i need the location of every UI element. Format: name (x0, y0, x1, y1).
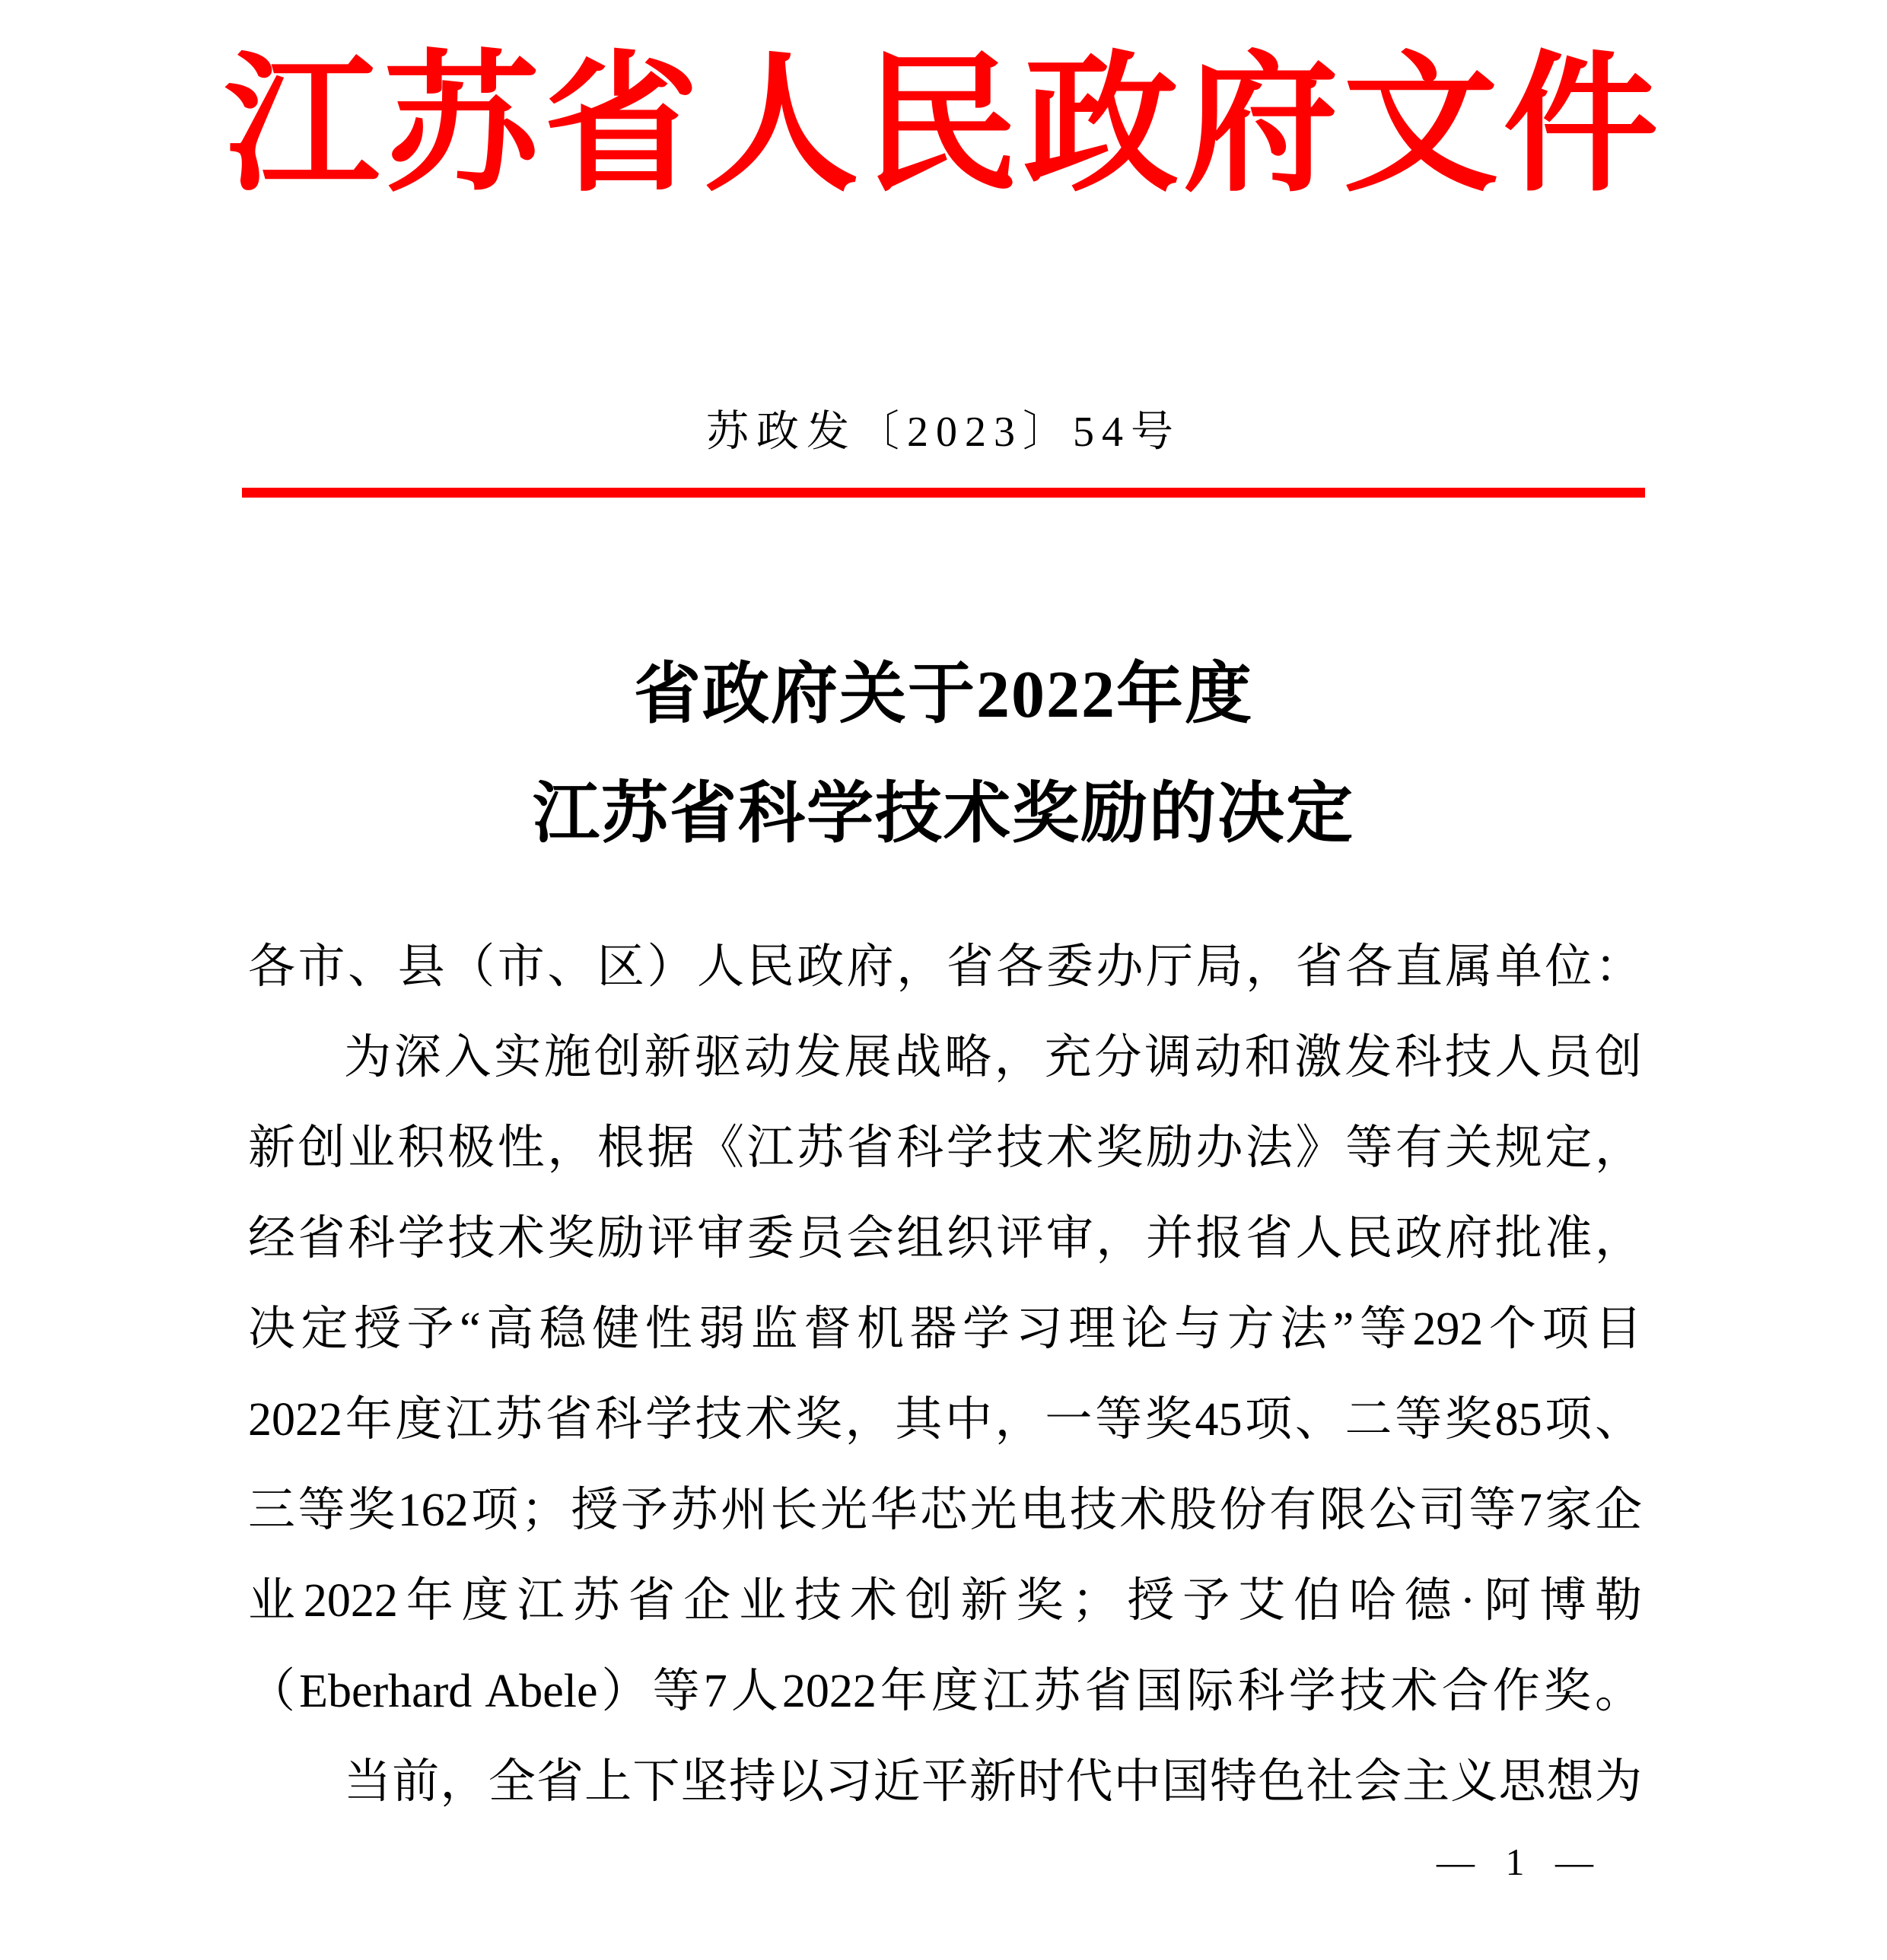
body-line: 新创业积极性，根据《江苏省科学技术奖励办法》等有关规定， (248, 1122, 1642, 1174)
body-line: 决定授予“高稳健性弱监督机器学习理论与方法”等292个项目 (248, 1303, 1642, 1355)
body-line: 经省科学技术奖励评审委员会组织评审，并报省人民政府批准， (248, 1212, 1642, 1265)
body-line: 业2022年度江苏省企业技术创新奖；授予艾伯哈德·阿博勒 (248, 1574, 1642, 1627)
body-line: （Eberhard Abele）等7人2022年度江苏省国际科学技术合作奖。 (248, 1665, 1642, 1717)
body-line: 各市、县（市、区）人民政府，省各委办厅局，省各直属单位： (248, 940, 1642, 993)
document-title (0, 636, 1887, 874)
document-title-line-1: 省政府关于2022年度 (633, 658, 1253, 733)
letterhead-title: 江苏省人民政府文件 (224, 43, 1663, 209)
body-line: 当前，全省上下坚持以习近平新时代中国特色社会主义思想为 (344, 1755, 1642, 1808)
body-line: 2022年度江苏省科学技术奖，其中，一等奖45项、二等奖85项、 (248, 1393, 1642, 1446)
page-number: — 1 — (1437, 1841, 1604, 1883)
document-title-line-2: 江苏省科学技术奖励的决定 (532, 778, 1354, 852)
body-line: 为深入实施创新驱动发展战略，充分调动和激发科技人员创 (344, 1031, 1642, 1083)
document-number: 苏政发〔2023〕54号 (706, 408, 1181, 456)
letterhead-divider-line (242, 488, 1645, 498)
document-body (248, 922, 1642, 1828)
body-line: 三等奖162项；授予苏州长光华芯光电技术股份有限公司等7家企 (248, 1484, 1642, 1536)
